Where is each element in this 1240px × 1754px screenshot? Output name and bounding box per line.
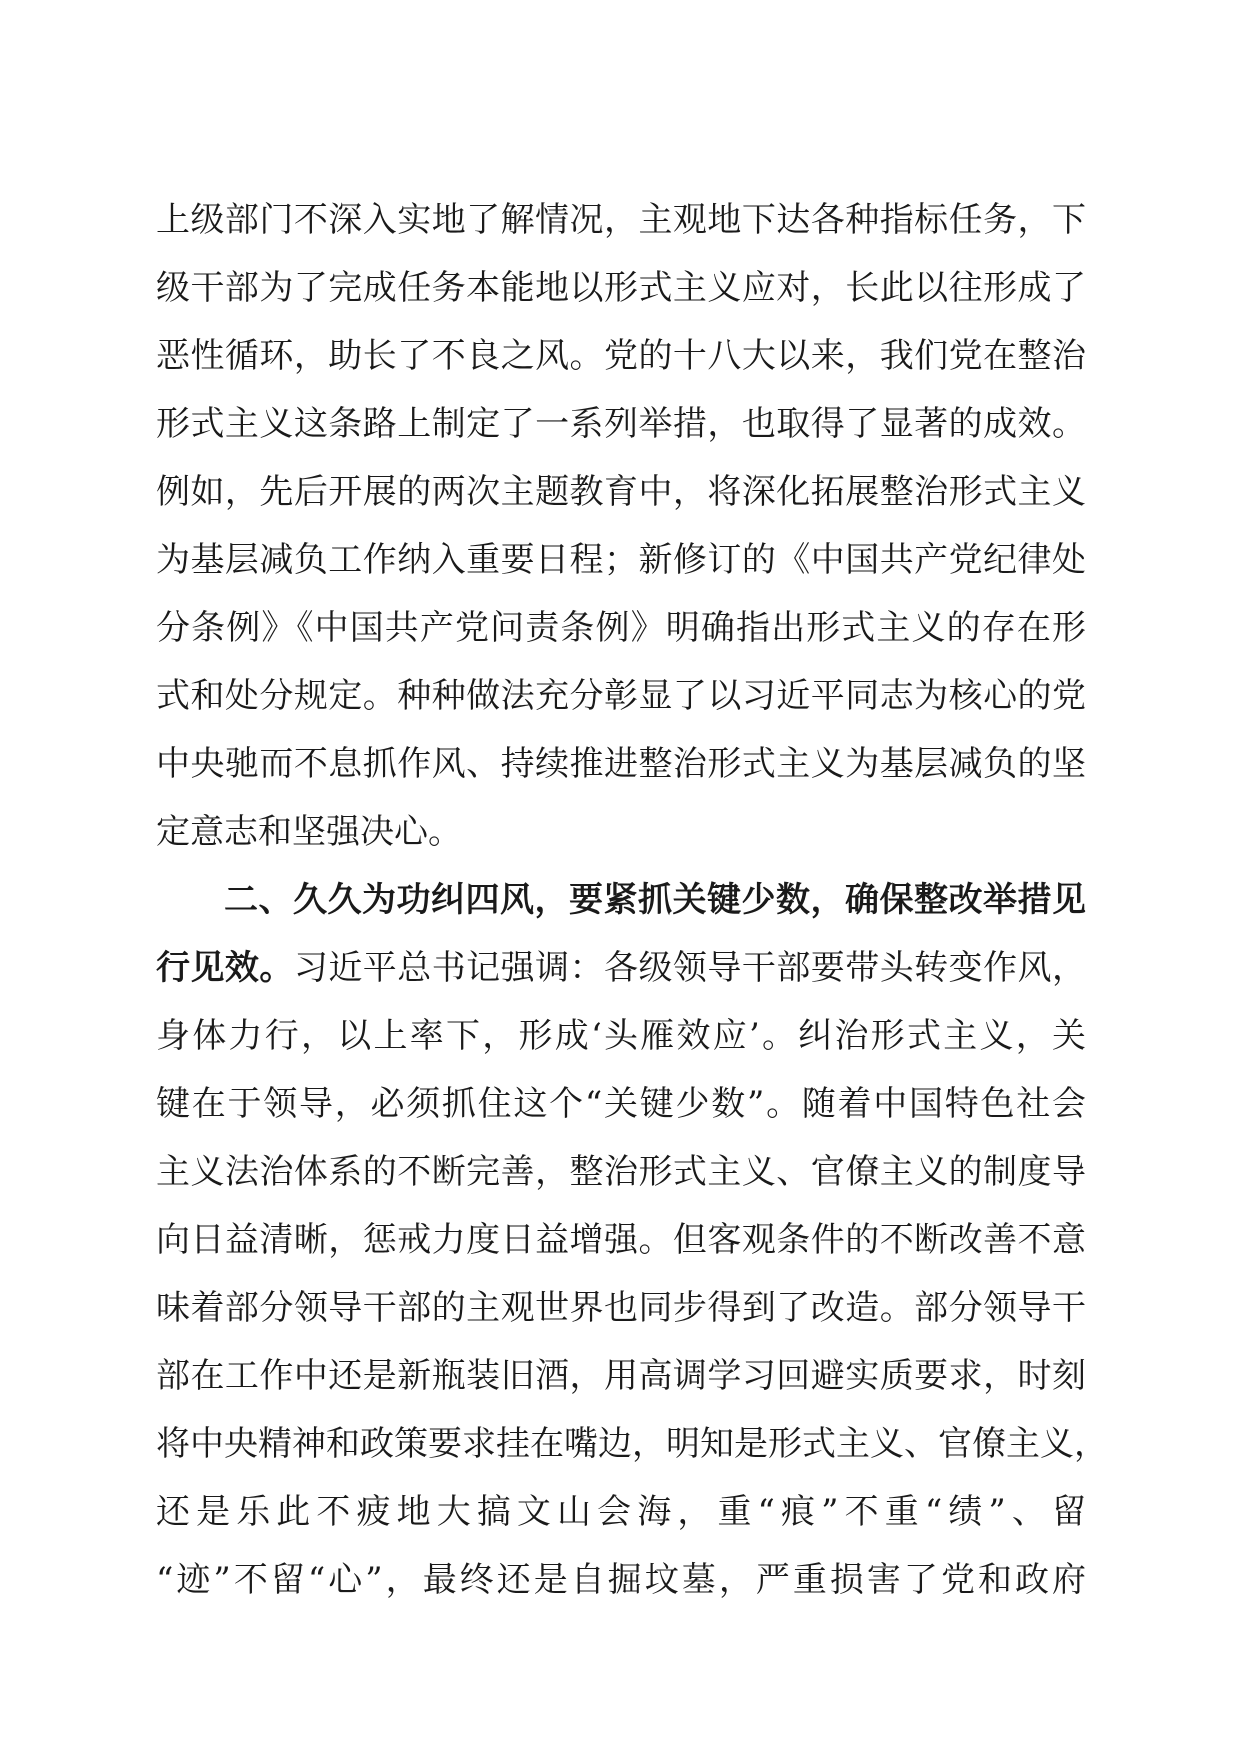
paragraph-2 — [156, 866, 1108, 1614]
text-line: 还是乐此不疲地大搞文山会海，重“痕”不重“绩”、留 — [156, 1492, 1086, 1532]
text-line: 分条例》《中国共产党问责条例》明确指出形式主义的存在形 — [156, 608, 1086, 648]
paragraph-1 — [156, 186, 1086, 866]
text-line: 上级部门不深入实地了解情况，主观地下达各种指标任务，下 — [156, 200, 1086, 240]
text-line: 例如，先后开展的两次主题教育中，将深化拓展整治形式主义 — [156, 472, 1086, 512]
text-line: 为基层减负工作纳入重要日程；新修订的《中国共产党纪律处 — [156, 540, 1086, 580]
text-line: 形式主义这条路上制定了一系列举措，也取得了显著的成效。 — [156, 404, 1086, 444]
section-heading-end: 行见效。 — [156, 948, 294, 988]
text-line: 键在于领导，必须抓住这个“关键少数”。随着中国特色社会 — [156, 1084, 1086, 1124]
text-line: 恶性循环，助长了不良之风。党的十八大以来，我们党在整治 — [156, 336, 1086, 376]
text-line: 主义法治体系的不断完善，整治形式主义、官僚主义的制度导 — [156, 1152, 1086, 1192]
text-line: 向日益清晰，惩戒力度日益增强。但客观条件的不断改善不意 — [156, 1220, 1086, 1260]
text-line: 中央驰而不息抓作风、持续推进整治形式主义为基层减负的坚 — [156, 744, 1086, 784]
text-line: 身体力行，以上率下，形成‘头雁效应’。纠治形式主义，关 — [156, 1016, 1086, 1056]
text-line: 部在工作中还是新瓶装旧酒，用高调学习回避实质要求，时刻 — [156, 1356, 1086, 1396]
text-line: 定意志和坚强决心。 — [156, 812, 462, 852]
body-text — [156, 186, 1108, 1614]
section-heading: 二、久久为功纠四风，要紧抓关键少数，确保整改举措见 — [224, 880, 1086, 920]
text-line: 式和处分规定。种种做法充分彰显了以习近平同志为核心的党 — [156, 676, 1086, 716]
text-span: 习近平总书记强调：各级领导干部要带头转变作风， — [293, 948, 1087, 988]
text-line: 级干部为了完成任务本能地以形式主义应对，长此以往形成了 — [156, 268, 1086, 308]
text-line: “迹”不留“心”，最终还是自掘坟墓，严重损害了党和政府 — [156, 1560, 1086, 1600]
text-line: 将中央精神和政策要求挂在嘴边，明知是形式主义、官僚主义， — [156, 1424, 1108, 1464]
text-line — [156, 934, 1086, 1002]
text-line: 味着部分领导干部的主观世界也同步得到了改造。部分领导干 — [156, 1288, 1086, 1328]
